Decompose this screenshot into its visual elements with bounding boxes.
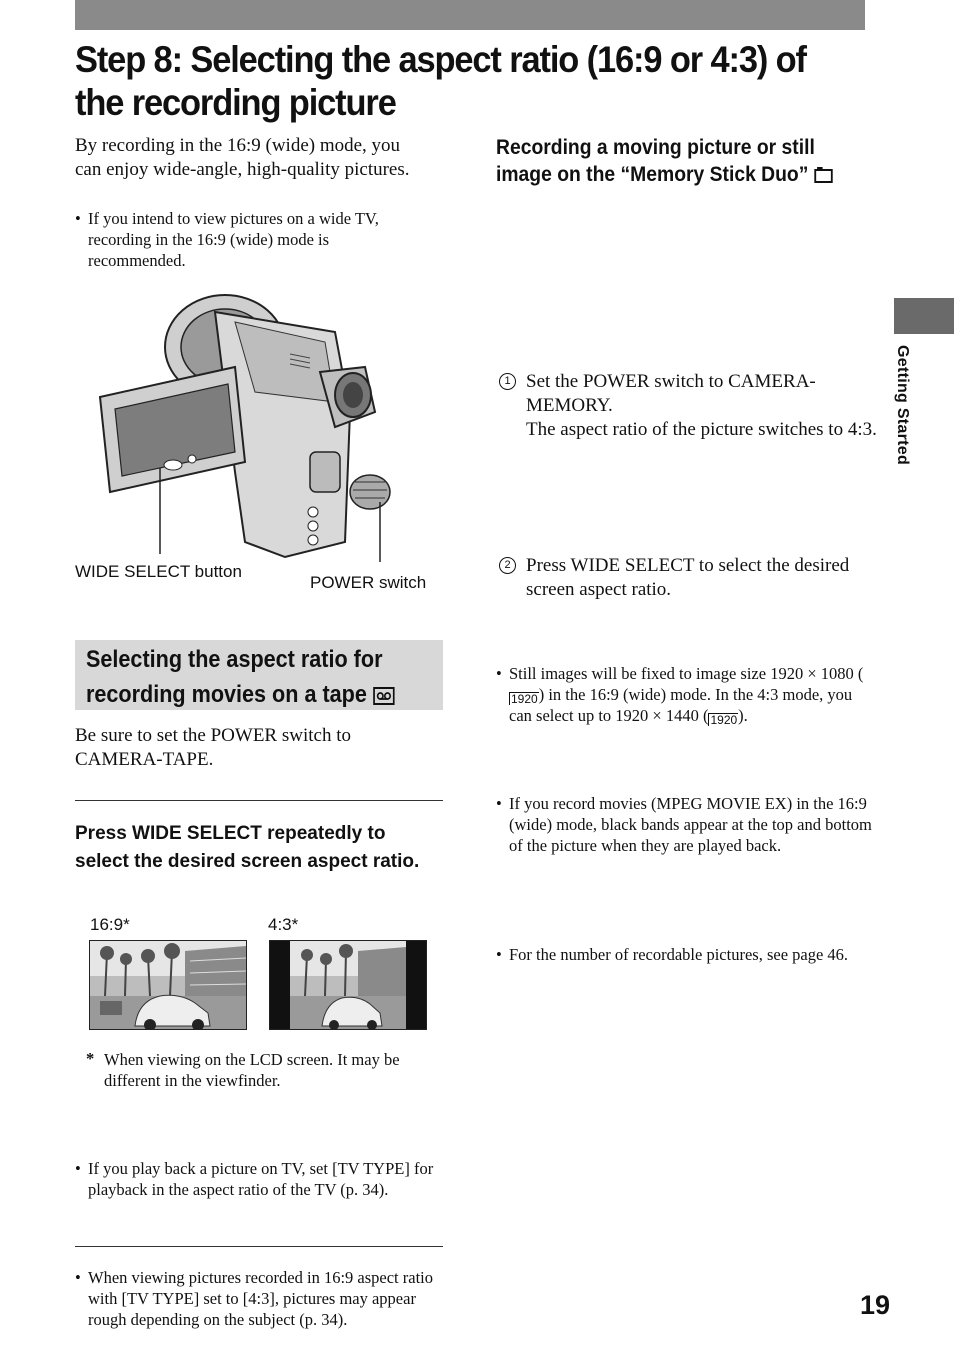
memory-step-2 — [496, 554, 891, 602]
memory-section-heading — [496, 134, 864, 188]
footnote-text: When viewing on the LCD screen. It may be different in the viewfinder. — [104, 1050, 400, 1090]
intro-bullet: • If you intend to view pictures on a wide TV, recording in the 16:9 (wide) mode is recommended. — [75, 208, 418, 271]
header-bar — [75, 0, 865, 30]
memory-heading-line1: Recording a moving picture or still — [496, 136, 815, 159]
tape-icon — [373, 686, 395, 706]
memory-bullet-1: • Still images will be fixed to image size 1920 × 1080 (1920) in the 16:9 (wide) mode. In the 4:3 mode, you can select up to 1920 × 1440 ( 1920). — [496, 663, 879, 726]
memory-heading-line2: image on the “Memory Stick Duo” — [496, 161, 864, 188]
tape-heading-line2: recording movies on a tape — [86, 677, 428, 712]
tape-power-note: Be sure to set the POWER switch to CAMERA-TAPE. — [75, 725, 351, 770]
page-number: 19 — [860, 1290, 891, 1320]
camcorder-illustration — [95, 292, 395, 562]
ratio-16-9-label: 16:9* — [90, 915, 130, 934]
section-tab-marker — [894, 298, 954, 334]
step-2-text: Press WIDE SELECT to select the desired screen aspect ratio. — [526, 555, 850, 600]
divider-top — [75, 800, 443, 801]
memory-bullet-2: • If you record movies (MPEG MOVIE EX) in the 16:9 (wide) mode, black bands appear at the top and bottom of the picture when they are played back. — [496, 793, 874, 856]
label-power-switch: POWER switch — [310, 573, 427, 592]
memory-step-1 — [496, 370, 891, 442]
footnote-mark: * — [86, 1049, 95, 1068]
intro-paragraph: By recording in the 16:9 (wide) mode, you can enjoy wide-angle, high-quality pictures. — [75, 135, 410, 180]
memory-bullet-3: • For the number of recordable pictures, see page 46. — [496, 944, 879, 965]
tape-section-heading — [86, 642, 428, 712]
thumbnail-4-3 — [269, 940, 427, 1030]
image-size-4-3-icon: 1920 — [710, 713, 738, 727]
page-title: Step 8: Selecting the aspect ratio (16:9 or 4:3) of the recording picture — [75, 39, 806, 123]
step-number-1: 1 — [499, 373, 516, 390]
tape-instruction: Press WIDE SELECT repeatedly to select the desired screen aspect ratio. — [75, 823, 420, 872]
step-1-subtext: The aspect ratio of the picture switches to 4:3. — [526, 419, 877, 440]
ratio-4-3-label: 4:3* — [268, 915, 299, 934]
step-1-text: Set the POWER switch to CAMERA-MEMORY. — [526, 371, 816, 416]
label-wide-select-button: WIDE SELECT button — [75, 562, 242, 581]
tape-bullet-2: • When viewing pictures recorded in 16:9 aspect ratio with [TV TYPE] set to [4:3], pictures may appear rough depending on the subject (p. 34). — [75, 1267, 458, 1330]
still-camera-icon — [814, 166, 834, 184]
step-number-2: 2 — [499, 557, 516, 574]
divider-bottom — [75, 1246, 443, 1247]
thumbnail-16-9 — [89, 940, 247, 1030]
image-size-16-9-icon: 1920 — [511, 692, 538, 706]
section-tab-label: Getting Started — [894, 345, 911, 466]
tape-heading-line1: Selecting the aspect ratio for — [86, 646, 383, 673]
tape-bullet-1: • If you play back a picture on TV, set [TV TYPE] for playback in the aspect ratio of the TV (p. 34). — [75, 1158, 438, 1200]
